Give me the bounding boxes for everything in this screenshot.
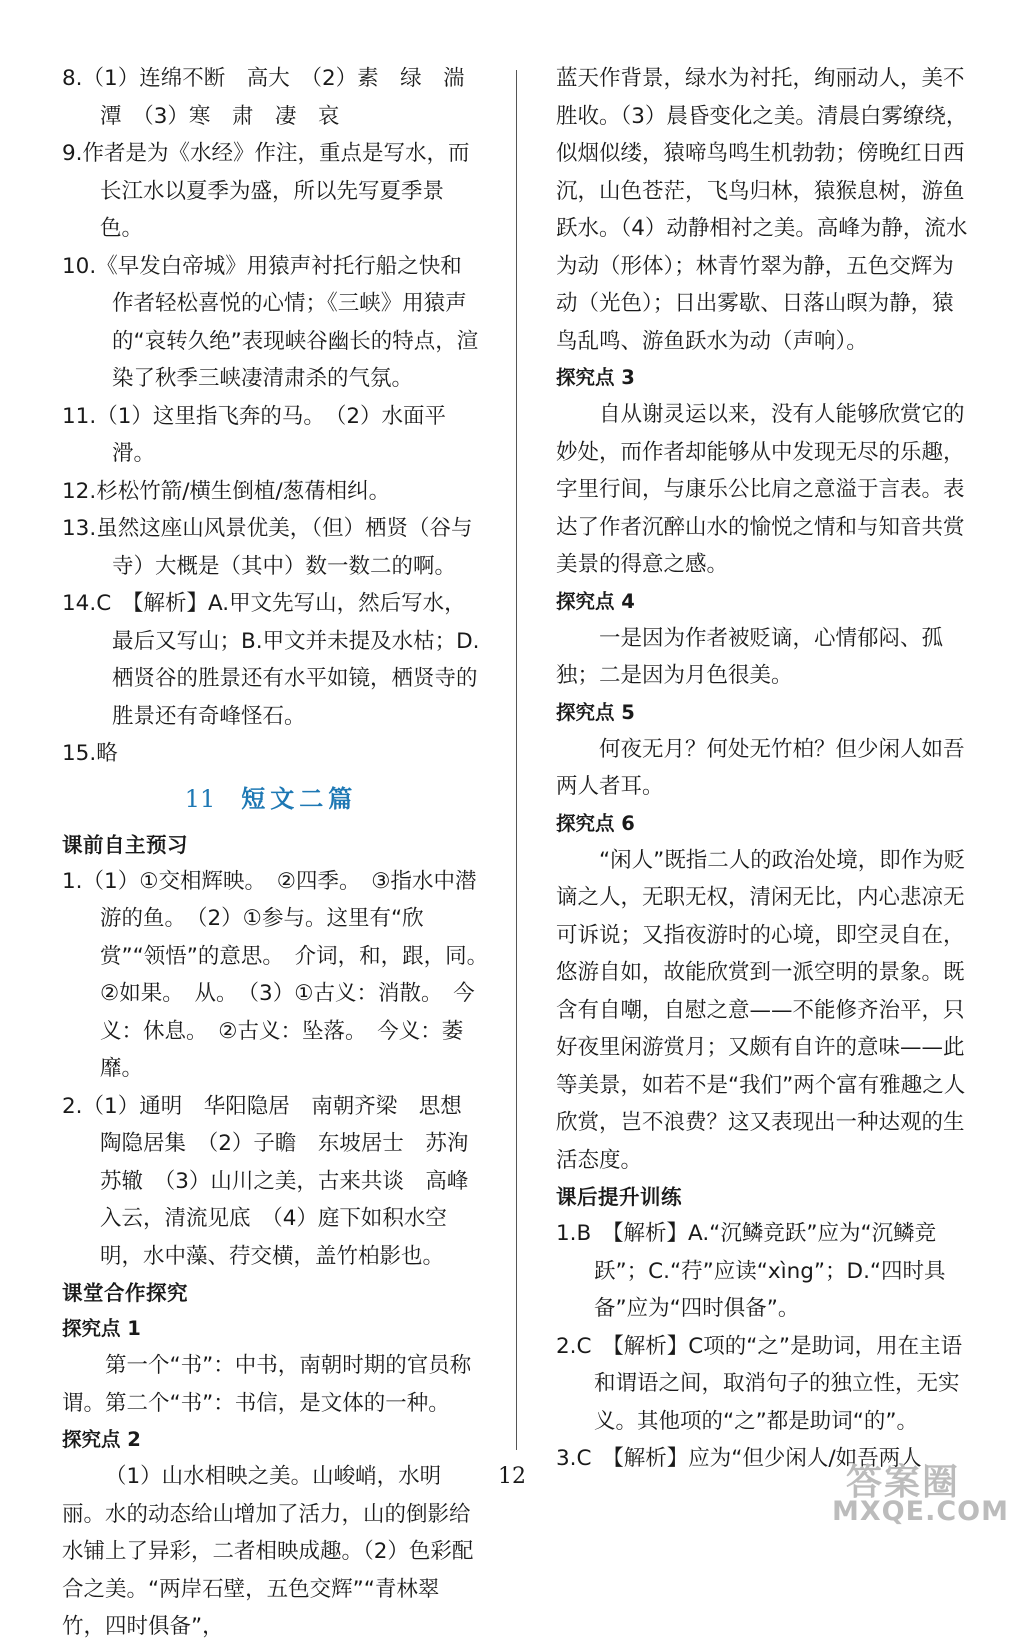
right-column (556, 60, 974, 1478)
answer-item: 2.（1）通明 华阳隐居 南朝齐梁 思想 陶隐居集 （2）子瞻 东坡居士 苏洵 苏辙 （3）山川之美，古来共谈 高峰入云，清流见底 （4）庭下如积水空明，水中藻、荇交横，盖竹柏影也。 (62, 1093, 490, 1269)
section-heading-class: 课堂合作探究 (62, 1281, 188, 1305)
probe-text-2: （1）山水相映之美。山峻峭，水明丽。水的动态给山增加了活力，山的倒影给水铺上了异彩，二者相映成趣。（2）色彩配合之美。“两岸石壁，五色交辉”“青林翠竹，四时俱备”， (62, 1464, 474, 1639)
probe-label-6: 探究点 6 (556, 811, 635, 835)
answer-item: 1.（1）①交相辉映。 ②四季。 ③指水中潜游的鱼。 （2）①参与。这里有“欣赏”“领悟”的意思。 介词，和，跟，同。 ②如果。 从。 （3）①古义：消散。 今义：休息。 ②古义：坠落。 今义：萎靡。 (62, 868, 499, 1081)
probe-text-2-continued: 蓝天作背景，绿水为衬托，绚丽动人，美不胜收。（3）晨昏变化之美。清晨白雾缭绕，似烟似缕，猿啼鸟鸣生机勃勃；傍晚红日西沉，山色苍茫，飞鸟归林，猿猴息树，游鱼跃水。（4）动静相衬之美。高峰为静，流水为动（形体）；林青竹翠为静，五色交辉为动（光色）；日出雾歇、日落山暝为静，猿鸟乱鸣、游鱼跃水为动（声响）。 (556, 66, 968, 354)
left-column (62, 60, 499, 1646)
lesson-heading (62, 779, 480, 819)
watermark-logo (826, 1454, 1016, 1530)
answer-item: 9.作者是为《水经》作注，重点是写水，而长江水以夏季为盛，所以先写夏季景色。 (62, 141, 470, 241)
section-heading-preview: 课前自主预习 (62, 832, 188, 857)
answer-item: 11.（1）这里指飞奔的马。 （2）水面平滑。 (62, 403, 447, 466)
probe-text-5: 何夜无月？何处无竹柏？但少闲人如吾两人者耳。 (556, 736, 965, 799)
answer-item: 8.（1）连绵不断 高大 （2）素 绿 湍 潭 （3）寒 肃 凄 哀 (62, 66, 487, 129)
probe-label-3: 探究点 3 (556, 366, 635, 389)
answer-item: 15.略 (62, 741, 118, 766)
answer-item: 12.杉松竹箭/横生倒植/葱蒨相纠。 (62, 478, 391, 504)
probe-text-1: 第一个“书”：中书，南朝时期的官员称谓。第二个“书”：书信，是文体的一种。 (62, 1353, 472, 1416)
answer-item: 10.《早发白帝城》用猿声衬托行船之快和作者轻松喜悦的心情；《三峡》用猿声的“哀转久绝”表现峡谷幽长的特点，渲染了秋季三峡凄清肃杀的气氛。 (62, 253, 479, 391)
watermark-url: MXQE.COM (832, 1496, 1009, 1527)
column-divider (516, 70, 517, 1450)
answer-item: 1.B 【解析】A.“沉鳞竞跃”应为“沉鳞竞跃”；C.“荇”应读“xìng”；D.“四时具备”应为“四时俱备”。 (556, 1221, 946, 1321)
watermark-text: 答案圈 (846, 1462, 961, 1503)
probe-text-6: “闲人”既指二人的政治处境，即作为贬谪之人，无职无权，清闲无比，内心悲凉无可诉说；又指夜游时的心境，即空灵自在，悠游自如，故能欣赏到一派空明的景象。既含有自嘲，自慰之意——不能修齐治平，只好夜里闲游赏月；又颇有自许的意味——此等美景，如若不是“我们”两个富有雅趣之人欣赏，岂不浪费？这又表现出一种达观的生活态度。 (556, 847, 966, 1173)
probe-text-3: 自从谢灵运以来，没有人能够欣赏它的妙处，而作者却能够从中发现无尽的乐趣，字里行间，与康乐公比肩之意溢于言表。表达了作者沉醉山水的愉悦之情和与知音共赏美景的得意之感。 (556, 402, 965, 577)
answer-item: 14.C 【解析】A.甲文先写山，然后写水，最后又写山；B.甲文并未提及水枯；D.栖贤谷的胜景还有水平如镜，栖贤寺的胜景还有奇峰怪石。 (62, 591, 480, 729)
lesson-number: 11 (184, 784, 216, 813)
lesson-title: 短文二篇 (241, 784, 358, 813)
probe-label-4: 探究点 4 (556, 589, 635, 613)
probe-label-1: 探究点 1 (62, 1317, 141, 1340)
page-number: 12 (498, 1464, 526, 1489)
answer-item: 2.C 【解析】C项的“之”是助词，用在主语和谓语之间，取消句子的独立性，无实义。其他项的“之”都是助词“的”。 (556, 1333, 963, 1434)
answer-item: 3.C 【解析】应为“但少闲人/如吾两人 (556, 1446, 922, 1471)
answer-item: 13.虽然这座山风景优美，（但）栖贤（谷与寺）大概是（其中）数一数二的啊。 (62, 516, 473, 579)
section-heading-after: 课后提升训练 (556, 1185, 682, 1209)
probe-label-2: 探究点 2 (62, 1428, 141, 1451)
probe-text-4: 一是因为作者被贬谪，心情郁闷、孤独；二是因为月色很美。 (556, 625, 944, 688)
probe-label-5: 探究点 5 (556, 700, 635, 724)
